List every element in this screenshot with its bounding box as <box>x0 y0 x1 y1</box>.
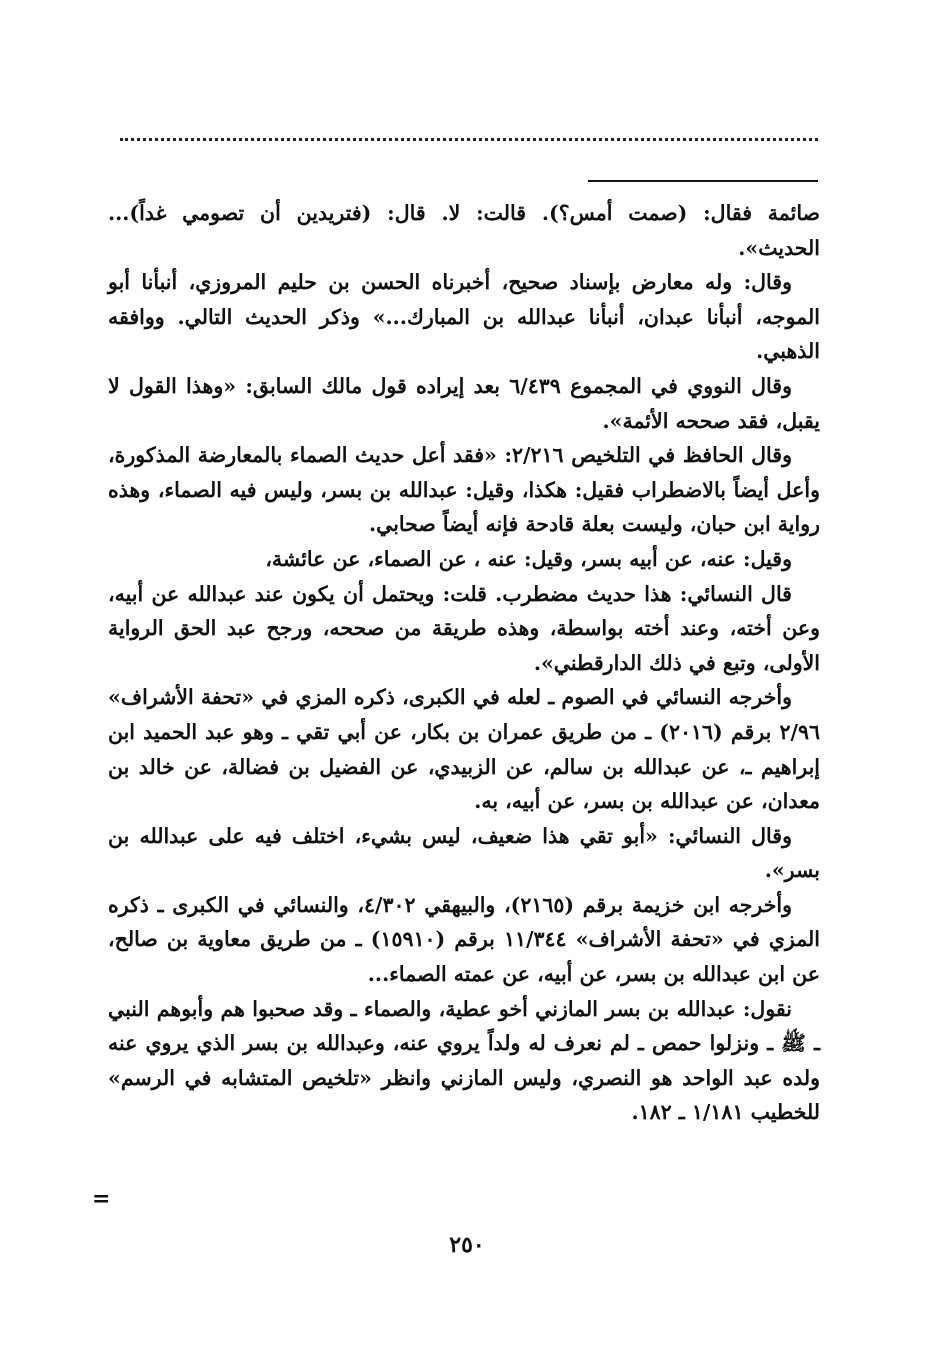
footnote-rule <box>588 180 818 182</box>
continuation-mark: = <box>92 1186 111 1212</box>
paragraph-2: وقال: وله معارض بإسناد صحيح، أخبرناه الحسن بن حليم المروزي، أنبأنا أبو الموجه، أنبأنا عبدان، أنبأنا عبدالله بن المبارك...» وذكر الحديث التالي. ووافقه الذهبي. <box>108 270 820 364</box>
paragraph-3: وقال النووي في المجموع ٦/٤٣٩ بعد إيراده قول مالك السابق: «وهذا القول لا يقبل، فقد صححه الأئمة». <box>108 373 820 433</box>
paragraph-6: قال النسائي: هذا حديث مضطرب. قلت: ويحتمل أن يكون عند عبدالله عن أبيه، وعن أخته، وعند أخته بواسطة، وهذه طريقة من صححه، ورجح عبد الحق الرواية الأولى، وتبع في ذلك الدارقطني». <box>108 581 820 675</box>
footnote-text <box>108 196 820 1130</box>
paragraph-1: صائمة فقال: (صمت أمس؟). قالت: لا. قال: (فتريدين أن تصومي غداً)... الحديث». <box>108 201 820 260</box>
paragraph-9: وأخرجه ابن خزيمة برقم (٢١٦٥)، والبيهقي ٤/٣٠٢، والنسائي في الكبرى ـ ذكره المزي في «تحفة الأشراف» ١١/٣٤٤ برقم (١٥٩١٠) ـ من طريق معاوية بن صالح، عن ابن عبدالله بن بسر، عن أبيه، عن عمته الصماء... <box>108 892 820 987</box>
dotted-separator <box>120 138 818 152</box>
page-number: ٢٥٠ <box>449 1232 485 1258</box>
paragraph-8: وقال النسائي: «أبو تقي هذا ضعيف، ليس بشيء، اختلف فيه على عبدالله بن بسر». <box>108 823 820 883</box>
paragraph-4: وقال الحافظ في التلخيص ٢/٢١٦: «فقد أعل حديث الصماء بالمعارضة المذكورة، وأعل أيضاً بالاضطراب فقيل: هكذا، وقيل: عبدالله بن بسر، وليس فيه الصماء، وهذه رواية ابن حبان، وليست بعلة قادحة فإنه أيضاً صحابي. <box>108 443 820 537</box>
paragraph-7: وأخرجه النسائي في الصوم ـ لعله في الكبرى، ذكره المزي في «تحفة الأشراف» ٢/٩٦ برقم (٢٠١٦) ـ من طريق عمران بن بكار، عن أبي تقي ـ وهو عبد الحميد ابن إبراهيم ـ، عن عبدالله بن سالم، عن الزبيدي، عن الفضيل بن فضالة، عن خالد بن معدان، عن عبدالله بن بسر، عن أبيه، به. <box>108 685 820 814</box>
paragraph-10: نقول: عبدالله بن بسر المازني أخو عطية، والصماء ـ وقد صحبوا هم وأبوهم النبي ـ ﷺ ـ ونزلوا حمص ـ لم نعرف له ولداً يروي عنه، وعبدالله بن بسر الذي يروي عنه ولده عبد الواحد هو النصري، وليس المازني وانظر «تلخيص المتشابه في الرسم» للخطيب ١/١٨١ ـ ١٨٢. <box>108 996 820 1125</box>
paragraph-5: وقيل: عنه، عن أبيه بسر، وقيل: عنه ، عن الصماء، عن عائشة، <box>265 546 792 571</box>
